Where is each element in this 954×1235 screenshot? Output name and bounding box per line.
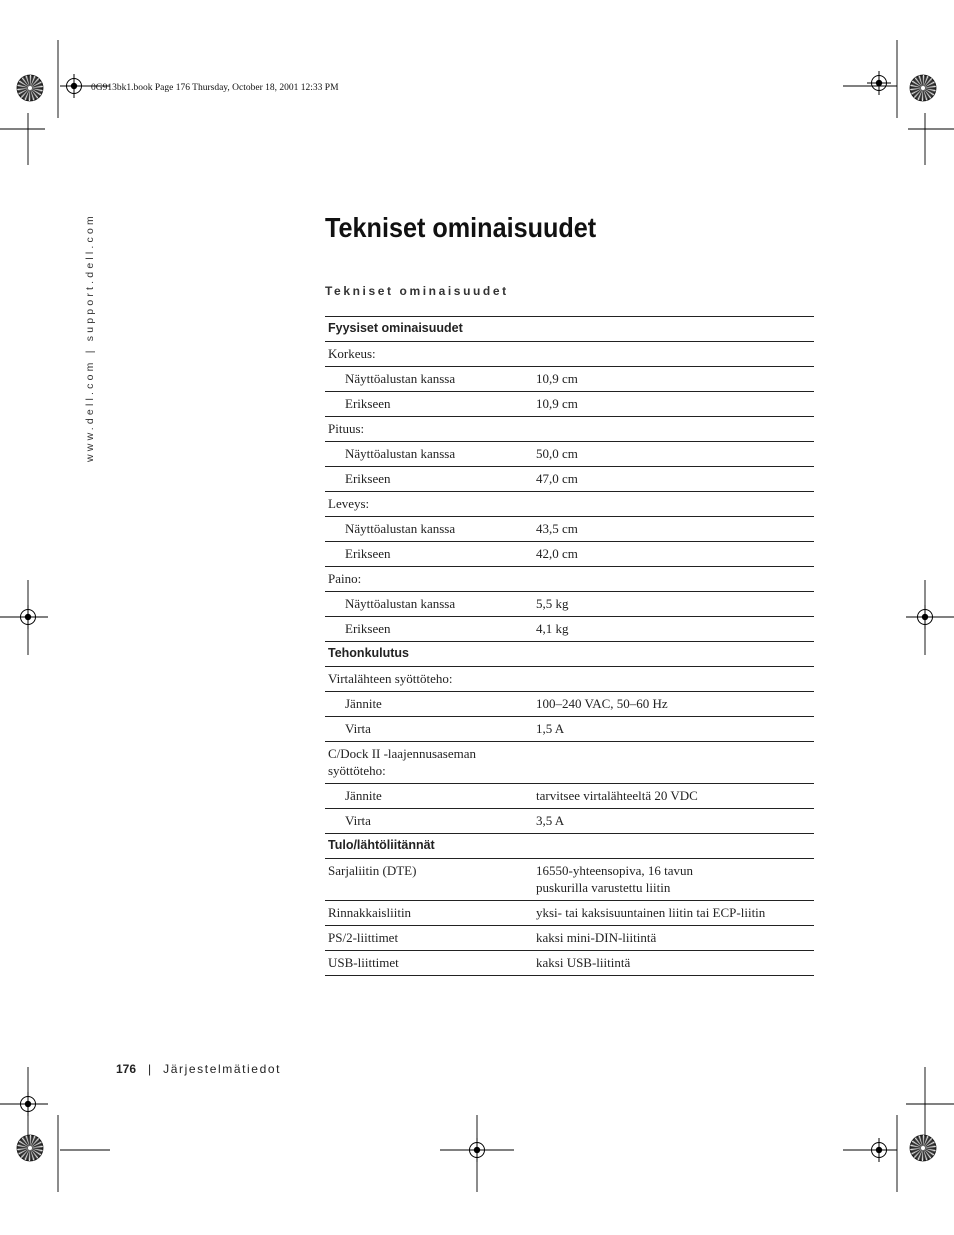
spec-value: 4,1 kg (533, 617, 814, 642)
table-row (325, 467, 814, 492)
spec-label: PS/2-liittimet (325, 926, 533, 951)
spec-label: Rinnakkaisliitin (325, 901, 533, 926)
table-row (325, 809, 814, 834)
group-label: Pituus: (325, 417, 533, 442)
spec-label: Virta (325, 717, 533, 742)
registration-mark-bottom-right (867, 1138, 891, 1162)
value-cell (533, 742, 814, 784)
color-wheel-bottom-right (910, 1135, 936, 1161)
footer-section-title: Järjestelmätiedot (163, 1062, 282, 1076)
spec-value: kaksi mini-DIN-liitintä (533, 926, 814, 951)
value-cell (533, 492, 814, 517)
table-row (325, 567, 814, 592)
spec-value: yksi- tai kaksisuuntainen liitin tai ECP-liitin (533, 901, 814, 926)
registration-mark-mid-left (16, 605, 40, 629)
table-row (325, 784, 814, 809)
value-cell (533, 567, 814, 592)
table-row (325, 367, 814, 392)
spec-value: 10,9 cm (533, 392, 814, 417)
category-row (325, 642, 814, 667)
color-wheel-bottom-left (17, 1135, 43, 1161)
group-label: Leveys: (325, 492, 533, 517)
table-row (325, 926, 814, 951)
spec-label: Näyttöalustan kanssa (325, 592, 533, 617)
table-row (325, 742, 814, 784)
table-row (325, 592, 814, 617)
spec-value: 10,9 cm (533, 367, 814, 392)
category-row (325, 834, 814, 859)
spec-value: 1,5 A (533, 717, 814, 742)
spec-label: Virta (325, 809, 533, 834)
spec-label: Näyttöalustan kanssa (325, 367, 533, 392)
value-cell (533, 642, 814, 667)
spec-table (325, 316, 814, 976)
spec-label: Näyttöalustan kanssa (325, 517, 533, 542)
spec-label: Näyttöalustan kanssa (325, 442, 533, 467)
table-row (325, 692, 814, 717)
table-row (325, 342, 814, 367)
spec-label: Jännite (325, 692, 533, 717)
spec-value: kaksi USB-liitintä (533, 951, 814, 976)
spec-label: Erikseen (325, 467, 533, 492)
color-wheel-top-right (910, 75, 936, 101)
table-row (325, 417, 814, 442)
value-cell (533, 834, 814, 859)
table-row (325, 492, 814, 517)
table-row (325, 542, 814, 567)
registration-mark-top-right (867, 71, 891, 95)
color-wheel-top-left (17, 75, 43, 101)
spec-value: 50,0 cm (533, 442, 814, 467)
registration-mark-top-left (62, 74, 86, 98)
category-heading: Tulo/lähtöliitännät (325, 834, 533, 859)
side-url-text: www.dell.com | support.dell.com (84, 213, 96, 462)
spec-label: Sarjaliitin (DTE) (325, 859, 533, 901)
book-file-header: 0G913bk1.book Page 176 Thursday, October 18, 2001 12:33 PM (91, 83, 339, 93)
category-heading: Tehonkulutus (325, 642, 533, 667)
category-row (325, 317, 814, 342)
page-number: 176 (116, 1062, 137, 1076)
spec-value: tarvitsee virtalähteeltä 20 VDC (533, 784, 814, 809)
spec-value: 42,0 cm (533, 542, 814, 567)
spec-value: 16550-yhteensopiva, 16 tavun puskurilla varustettu liitin (533, 859, 814, 901)
table-caption: Tekniset ominaisuudet (325, 284, 509, 298)
spec-label: Erikseen (325, 542, 533, 567)
spec-label: USB-liittimet (325, 951, 533, 976)
page-title: Tekniset ominaisuudet (325, 212, 597, 243)
group-label: C/Dock II -laajennusaseman syöttöteho: (325, 742, 533, 784)
footer-separator: | (148, 1062, 152, 1076)
table-row (325, 717, 814, 742)
spec-label: Erikseen (325, 617, 533, 642)
value-cell (533, 317, 814, 342)
spec-value: 47,0 cm (533, 467, 814, 492)
registration-mark-bottom-center (465, 1138, 489, 1162)
category-heading: Fyysiset ominaisuudet (325, 317, 533, 342)
table-row (325, 517, 814, 542)
value-cell (533, 417, 814, 442)
group-label: Korkeus: (325, 342, 533, 367)
table-row (325, 392, 814, 417)
table-row (325, 442, 814, 467)
spec-value: 3,5 A (533, 809, 814, 834)
registration-mark-bottom-left (16, 1092, 40, 1116)
group-label: Paino: (325, 567, 533, 592)
spec-label: Jännite (325, 784, 533, 809)
table-row (325, 859, 814, 901)
registration-mark-mid-right (913, 605, 937, 629)
table-row (325, 667, 814, 692)
page-footer (116, 1062, 281, 1076)
spec-value: 5,5 kg (533, 592, 814, 617)
value-cell (533, 667, 814, 692)
table-row (325, 951, 814, 976)
spec-label: Erikseen (325, 392, 533, 417)
table-row (325, 617, 814, 642)
value-cell (533, 342, 814, 367)
table-row (325, 901, 814, 926)
group-label: Virtalähteen syöttöteho: (325, 667, 533, 692)
spec-value: 43,5 cm (533, 517, 814, 542)
spec-value: 100–240 VAC, 50–60 Hz (533, 692, 814, 717)
